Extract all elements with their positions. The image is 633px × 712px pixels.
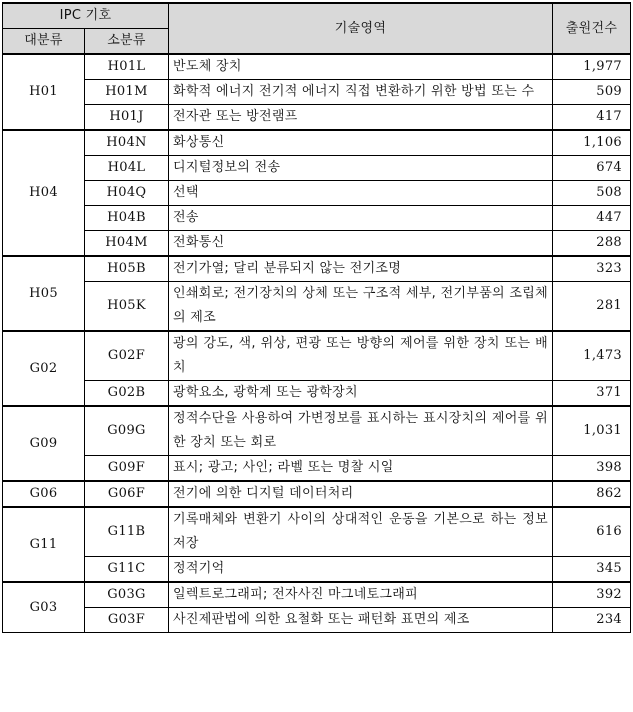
- application-count-cell: 234: [553, 608, 631, 633]
- major-class-cell: H04: [3, 130, 85, 256]
- minor-class-cell: G09G: [85, 406, 169, 456]
- tech-field-cell: 화학적 에너지 전기적 에너지 직접 변환하기 위한 방법 또는 수: [169, 80, 553, 105]
- tech-field-cell: 전기가열; 달리 분류되지 않는 전기조명: [169, 256, 553, 282]
- header-major: 대분류: [3, 29, 85, 55]
- header-count: 출원건수: [553, 3, 631, 54]
- application-count-cell: 862: [553, 481, 631, 507]
- application-count-cell: 674: [553, 156, 631, 181]
- header-ipc: IPC 기호: [3, 3, 169, 29]
- table-row: [3, 481, 631, 507]
- minor-class-cell: H04Q: [85, 181, 169, 206]
- table-row: [3, 130, 631, 156]
- header-field: 기술영역: [169, 3, 553, 54]
- application-count-cell: 1,106: [553, 130, 631, 156]
- minor-class-cell: H04N: [85, 130, 169, 156]
- tech-field-cell: 반도체 장치: [169, 54, 553, 80]
- minor-class-cell: H05K: [85, 282, 169, 332]
- tech-field-cell: 정적기억: [169, 557, 553, 583]
- application-count-cell: 417: [553, 105, 631, 131]
- application-count-cell: 398: [553, 456, 631, 482]
- minor-class-cell: H04B: [85, 206, 169, 231]
- minor-class-cell: H01M: [85, 80, 169, 105]
- application-count-cell: 1,473: [553, 331, 631, 381]
- application-count-cell: 1,031: [553, 406, 631, 456]
- tech-field-cell: 디지털정보의 전송: [169, 156, 553, 181]
- minor-class-cell: G11B: [85, 507, 169, 557]
- table-row: [3, 507, 631, 557]
- ipc-table: [2, 2, 631, 633]
- table-row: [3, 54, 631, 80]
- table-row: [3, 406, 631, 456]
- application-count-cell: 447: [553, 206, 631, 231]
- application-count-cell: 345: [553, 557, 631, 583]
- application-count-cell: 392: [553, 582, 631, 608]
- minor-class-cell: G11C: [85, 557, 169, 583]
- minor-class-cell: H05B: [85, 256, 169, 282]
- minor-class-cell: H04M: [85, 231, 169, 257]
- tech-field-cell: 정적수단을 사용하여 가변정보를 표시하는 표시장치의 제어를 위한 장치 또는 회로: [169, 406, 553, 456]
- minor-class-cell: H04L: [85, 156, 169, 181]
- table-row: [3, 381, 631, 407]
- table-row: [3, 156, 631, 181]
- major-class-cell: G06: [3, 481, 85, 507]
- table-row: [3, 105, 631, 131]
- tech-field-cell: 광학요소, 광학계 또는 광학장치: [169, 381, 553, 407]
- table-row: [3, 282, 631, 332]
- tech-field-cell: 표시; 광고; 사인; 라벨 또는 명찰 시일: [169, 456, 553, 482]
- table-body: [3, 54, 631, 633]
- minor-class-cell: G02B: [85, 381, 169, 407]
- tech-field-cell: 전기에 의한 디지털 데이터처리: [169, 481, 553, 507]
- table-row: [3, 181, 631, 206]
- table-row: [3, 557, 631, 583]
- tech-field-cell: 인쇄회로; 전기장치의 상체 또는 구조적 세부, 전기부품의 조립체의 제조: [169, 282, 553, 332]
- application-count-cell: 371: [553, 381, 631, 407]
- tech-field-cell: 기록매체와 변환기 사이의 상대적인 운동을 기본으로 하는 정보저장: [169, 507, 553, 557]
- tech-field-cell: 전화통신: [169, 231, 553, 257]
- major-class-cell: G03: [3, 582, 85, 633]
- application-count-cell: 288: [553, 231, 631, 257]
- application-count-cell: 281: [553, 282, 631, 332]
- application-count-cell: 323: [553, 256, 631, 282]
- application-count-cell: 1,977: [553, 54, 631, 80]
- tech-field-cell: 화상통신: [169, 130, 553, 156]
- table-row: [3, 582, 631, 608]
- table-row: [3, 456, 631, 482]
- minor-class-cell: G03F: [85, 608, 169, 633]
- minor-class-cell: H01L: [85, 54, 169, 80]
- tech-field-cell: 광의 강도, 색, 위상, 편광 또는 방향의 제어를 위한 장치 또는 배치: [169, 331, 553, 381]
- table-row: [3, 256, 631, 282]
- minor-class-cell: G09F: [85, 456, 169, 482]
- major-class-cell: H01: [3, 54, 85, 130]
- table-row: [3, 608, 631, 633]
- tech-field-cell: 선택: [169, 181, 553, 206]
- application-count-cell: 616: [553, 507, 631, 557]
- table-row: [3, 80, 631, 105]
- major-class-cell: G09: [3, 406, 85, 481]
- minor-class-cell: H01J: [85, 105, 169, 131]
- major-class-cell: G02: [3, 331, 85, 406]
- header-minor: 소분류: [85, 29, 169, 55]
- tech-field-cell: 사진제판법에 의한 요철화 또는 패턴화 표면의 제조: [169, 608, 553, 633]
- minor-class-cell: G02F: [85, 331, 169, 381]
- tech-field-cell: 전자관 또는 방전램프: [169, 105, 553, 131]
- tech-field-cell: 전송: [169, 206, 553, 231]
- table-row: [3, 331, 631, 381]
- application-count-cell: 508: [553, 181, 631, 206]
- major-class-cell: H05: [3, 256, 85, 331]
- table-row: [3, 231, 631, 257]
- major-class-cell: G11: [3, 507, 85, 582]
- table-row: [3, 206, 631, 231]
- application-count-cell: 509: [553, 80, 631, 105]
- minor-class-cell: G03G: [85, 582, 169, 608]
- tech-field-cell: 일렉트로그래피; 전자사진 마그네토그래피: [169, 582, 553, 608]
- minor-class-cell: G06F: [85, 481, 169, 507]
